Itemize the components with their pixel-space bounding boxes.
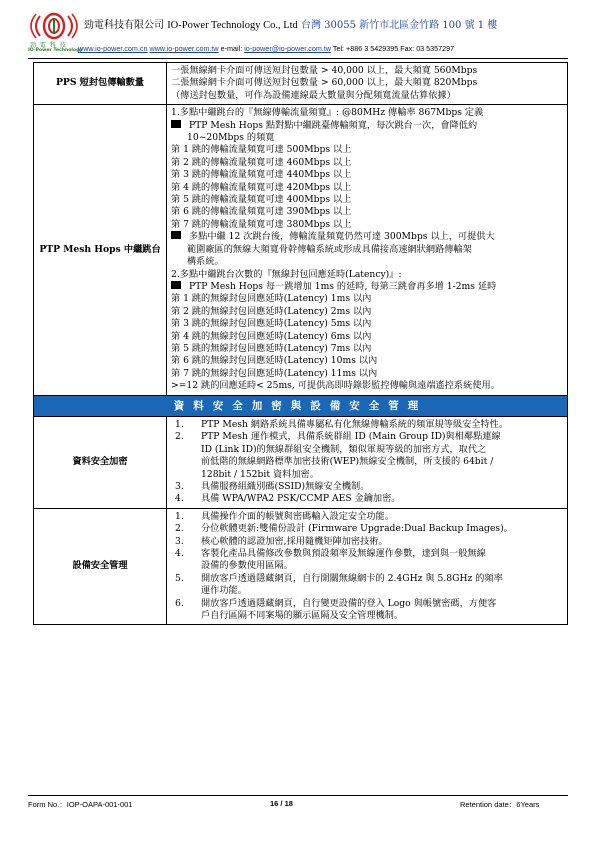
text-line: [171, 182, 563, 194]
retention-date: Retention date：6Years: [460, 800, 540, 809]
text-line: （傳送封包數量，可作為設備連線最大數量與分配頻寬流量估算依據）: [171, 89, 456, 101]
text-line: [171, 293, 563, 305]
text-line: [171, 144, 563, 156]
square-bullet-icon: [171, 281, 181, 289]
item-number: 1.: [175, 418, 184, 430]
item-text: 設備的參數使用區隔。: [201, 560, 293, 572]
bullet-line: [171, 120, 563, 132]
text-line: [171, 157, 563, 169]
square-bullet-icon: [171, 120, 181, 128]
item-text: 核心軟體的認證加密,採用隨機矩陣加密技術。: [201, 535, 388, 547]
numbered-list: [171, 419, 563, 506]
text-line: 一張無線網卡介面可傳送短封包數量 > 40,000 以上，最大頻寬 560Mbps: [171, 65, 478, 76]
company-name-en: IO-Power Technology Co., Ltd: [167, 20, 298, 31]
text-line: [171, 132, 563, 144]
row-label-data-encryption: 資料安全加密: [34, 416, 167, 508]
tel-fax: Tel: +886 3 5429395 Fax: 03 5357297: [332, 44, 455, 53]
footer-divider: [28, 795, 568, 796]
row-content-pps: [167, 63, 568, 105]
page-number: 16 / 18: [270, 799, 293, 808]
item-text: 客製化產品具備修改參數與預設頻率及無線運作參數，達到與一般無線: [201, 548, 486, 560]
logo-mark-icon: [28, 12, 80, 40]
item-text: 開放客戶透過隱藏網頁，自行開關無線網卡的 2.4GHz 與 5.8GHz 的頻率: [201, 572, 503, 584]
spec-table: [33, 62, 568, 625]
line-text: 第 4 跳的無線封包回應延時(Latency) 6ms 以內: [171, 330, 372, 342]
list-item: [171, 523, 563, 535]
table-row: [34, 105, 568, 395]
website-link-tw[interactable]: www.io-power.com.tw: [149, 44, 219, 53]
line-text: 1.多點中繼跳台的『無線傳輸流量頻寬』: @80MHz 傳輸率 867Mbps 定義: [171, 107, 484, 119]
line-text: 構系統。: [187, 256, 224, 268]
item-text: 前低階的無線網路標準加密技術(WEP)無線安全機制，所支援的 64bit /: [201, 456, 494, 468]
list-item: [171, 481, 563, 493]
website-link-cn[interactable]: www.io-power.com.cn: [78, 44, 148, 53]
line-text: 第 3 跳的傳輸流量頻寬可達 440Mbps 以上: [171, 169, 352, 181]
section-title: 資料安全加密與設備安全管理: [34, 395, 568, 416]
item-text: 分位軟體更新:雙備份設計 (Firmware Upgrade:Dual Backup Images)。: [201, 523, 513, 535]
row-label-pps: PPS 短封包傳輸數量: [34, 63, 167, 105]
text-line: [171, 380, 563, 392]
text-line: [171, 256, 563, 268]
line-text: PTP Mesh Hops 點對點中繼跳臺傳輸頻寬，每次跳台一次，會降低約: [189, 119, 478, 131]
text-line: [171, 355, 563, 367]
logo-cn-text: 勁 電 科 技: [30, 42, 67, 49]
row-label-device-security: 設備安全管理: [34, 508, 167, 625]
line-text: 第 2 跳的傳輸流量頻寬可達 460Mbps 以上: [171, 156, 352, 168]
item-text: 具備 WPA/WPA2 PSK/CCMP AES 金鑰加密。: [201, 493, 401, 505]
item-text: 戶自行區隔不同案場的顯示區隔及安全管理機制。: [201, 610, 404, 622]
row-content-mesh-hops: [167, 105, 568, 395]
contact-line: [78, 44, 454, 53]
numbered-list: [171, 511, 563, 623]
line-text: 第 5 跳的傳輸流量頻寬可達 400Mbps 以上: [171, 194, 352, 206]
item-number: 6.: [175, 597, 184, 609]
company-address: 台灣 30055 新竹市北區金竹路 100 號 1 樓: [300, 20, 498, 31]
text-line: [171, 318, 563, 330]
logo-en-text: IO-Power Technology: [28, 48, 83, 53]
line-text: 第 3 跳的無線封包回應延時(Latency) 5ms 以內: [171, 318, 372, 330]
item-number: 1.: [175, 510, 184, 522]
section-header-row: [34, 395, 568, 416]
text-line: [171, 206, 563, 218]
line-text: 第 6 跳的無線封包回應延時(Latency) 10ms 以內: [171, 355, 378, 367]
line-text: 第 1 跳的無線封包回應延時(Latency) 1ms 以內: [171, 293, 372, 305]
company-name-cn: 勁電科技有限公司: [84, 20, 164, 31]
line-text: PTP Mesh Hops 每一跳增加 1ms 的延時, 每第三跳會再多增 1-2ms 延時: [189, 280, 497, 292]
item-text: ID (Link ID)的無線群組安全機制，類似軍規等級的加密方式，取代之: [201, 443, 487, 455]
item-text: 運作功能。: [201, 585, 247, 597]
row-label-mesh-hops: PTP Mesh Hops 中繼跳台: [34, 105, 167, 395]
line-text: 第 6 跳的傳輸流量頻寬可達 390Mbps 以上: [171, 206, 352, 218]
list-item: [171, 573, 563, 598]
company-logo: [28, 12, 83, 56]
list-item: [171, 431, 563, 481]
header-divider: [28, 58, 568, 59]
line-text: 10~20Mbps 的頻寬: [187, 132, 275, 144]
list-item: [171, 548, 563, 573]
text-line: [171, 368, 563, 380]
page-header: [28, 12, 568, 58]
item-text: PTP Mesh 運作模式，具備系統群組 ID (Main Group ID)與相鄰點連線: [201, 431, 501, 443]
table-row: [34, 508, 568, 625]
text-line: 二張無線網卡介面可傳送短封包數量 > 60,000 以上，最大頻寬 820Mbps: [171, 77, 478, 89]
text-line: [171, 194, 563, 206]
line-text: 第 7 跳的傳輸流量頻寬可達 380Mbps 以上: [171, 218, 352, 230]
list-item: [171, 493, 563, 505]
item-number: 3.: [175, 535, 184, 547]
item-text: 具備服務組織別碼(SSID)無線安全機制。: [201, 481, 370, 492]
line-text: >=12 跳的回應延時< 25ms, 可提供高即時錄影監控傳輸與遠端遙控系統使用。: [171, 380, 500, 392]
line-text: 第 1 跳的傳輸流量頻寬可達 500Mbps 以上: [171, 144, 352, 156]
list-item: [171, 536, 563, 548]
item-text: 開放客戶透過隱藏網頁，自行變更設備的登入 Logo 與帳號密碼，方便客: [201, 597, 497, 609]
item-number: 4.: [175, 548, 184, 560]
company-line: [84, 16, 497, 31]
text-line: [171, 331, 563, 343]
text-line: [171, 244, 563, 256]
list-item: [171, 511, 563, 523]
email-link[interactable]: io-power@io-power.com.tw: [244, 44, 331, 53]
line-text: 多點中繼 12 次跳台後，傳輸流量頻寬仍然可達 300Mbps 以上，可提供大: [189, 231, 495, 243]
item-number: 3.: [175, 481, 184, 492]
text-line: [171, 269, 563, 281]
form-number: Form No.：IOP-OAPA-001-001: [28, 800, 133, 809]
row-content-data-encryption: [167, 416, 568, 508]
row-content-device-security: [167, 508, 568, 625]
table-row: [34, 416, 568, 508]
text-line: [171, 306, 563, 318]
item-text: 具備操作介面的帳號與密碼輸入設定安全功能。: [201, 510, 394, 522]
item-text: PTP Mesh 網路系統具備專屬私有化無線傳輸系統的頻軍規等級安全特性。: [201, 418, 509, 430]
text-line: [171, 107, 563, 119]
list-item: [171, 598, 563, 623]
line-text: 第 5 跳的無線封包回應延時(Latency) 7ms 以內: [171, 342, 372, 354]
text-line: [171, 343, 563, 355]
item-number: 4.: [175, 493, 184, 505]
item-number: 2.: [175, 523, 184, 535]
item-number: 2.: [175, 431, 184, 443]
line-text: 範圍廠區的無線大頻寬骨幹傳輸系統或形成具備接高速網狀網路傳輸架: [187, 243, 472, 255]
table-row: [34, 63, 568, 105]
email-label: e-mail:: [220, 44, 243, 53]
line-text: 第 2 跳的無線封包回應延時(Latency) 2ms 以內: [171, 305, 372, 317]
line-text: 第 4 跳的傳輸流量頻寬可達 420Mbps 以上: [171, 181, 352, 193]
text-line: [171, 219, 563, 231]
line-text: 2.多點中繼跳台次數的『無線封包回應延時(Latency)』:: [171, 268, 402, 280]
text-line: [171, 169, 563, 181]
item-text: 128bit / 152bit 資料加密。: [201, 468, 319, 480]
list-item: [171, 419, 563, 431]
bullet-line: [171, 281, 563, 293]
line-text: 第 7 跳的無線封包回應延時(Latency) 11ms 以內: [171, 367, 378, 379]
square-bullet-icon: [171, 231, 181, 239]
item-number: 5.: [175, 572, 184, 584]
bullet-line: [171, 231, 563, 243]
